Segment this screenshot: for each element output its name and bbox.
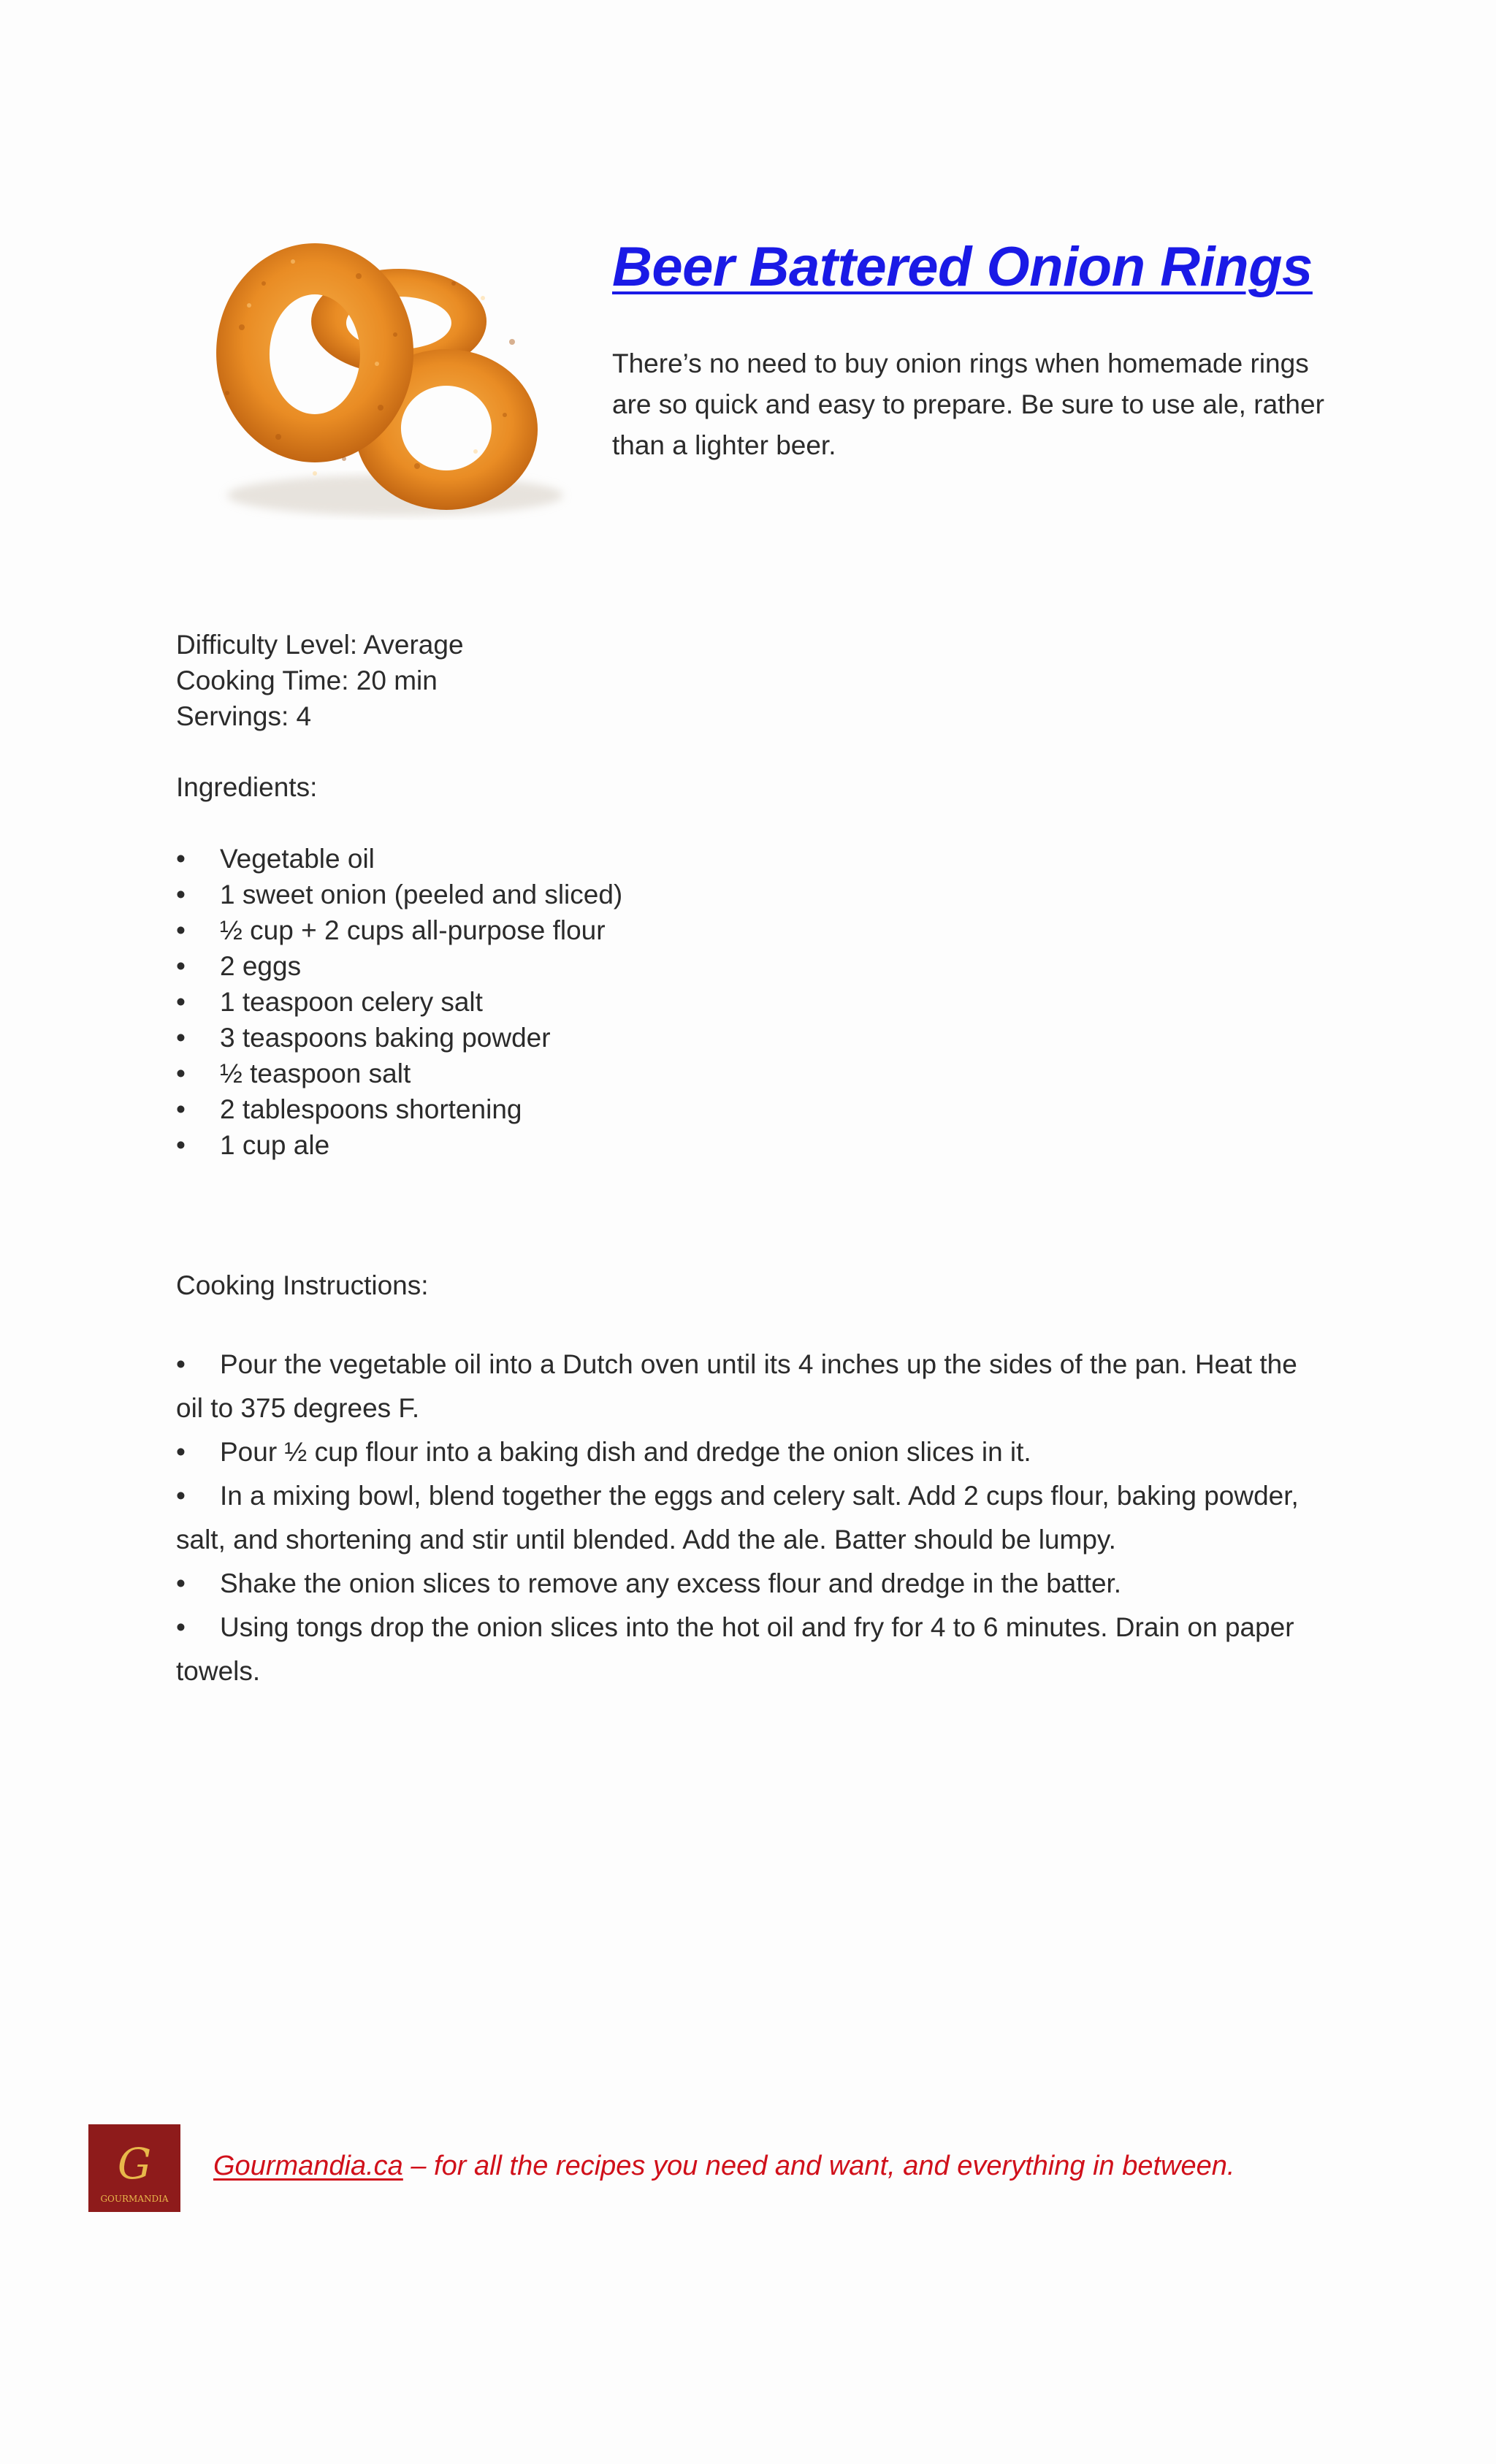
instruction-text: Pour ½ cup flour into a baking dish and dredge the onion slices in it. bbox=[220, 1437, 1031, 1467]
bullet: • bbox=[176, 1481, 186, 1511]
ingredient-item: • 3 teaspoons baking powder bbox=[176, 1020, 622, 1056]
bullet: • bbox=[176, 1349, 186, 1379]
logo-wordmark: GOURMANDIA bbox=[100, 2194, 169, 2204]
instruction-text: In a mixing bowl, blend together the eggs and celery salt. Add 2 cups flour, baking powder, salt, and shortening and stir until blended. Add the ale. Batter should be lumpy. bbox=[176, 1481, 1299, 1555]
ingredient-item: • 1 sweet onion (peeled and sliced) bbox=[176, 877, 622, 912]
ingredients-heading: Ingredients: bbox=[176, 772, 318, 802]
instruction-text: Pour the vegetable oil into a Dutch oven until its 4 inches up the sides of the pan. Heat the oil to 375 degrees F. bbox=[176, 1349, 1297, 1423]
gourmandia-logo[interactable] bbox=[88, 2124, 180, 2212]
ingredient-item: • 1 teaspoon celery salt bbox=[176, 984, 622, 1020]
instruction-step bbox=[176, 1343, 1330, 1430]
logo-letter: G bbox=[117, 2139, 152, 2189]
onion-rings-image bbox=[176, 174, 585, 554]
recipe-intro: There’s no need to buy onion rings when homemade rings are so quick and easy to prepare. Be sure to use ale, rather than a lighter beer. bbox=[612, 348, 1324, 460]
ingredient-item: • 2 eggs bbox=[176, 948, 622, 984]
ingredient-item: • Vegetable oil bbox=[176, 841, 622, 877]
instruction-step bbox=[176, 1606, 1330, 1693]
instruction-step bbox=[176, 1430, 1330, 1474]
footer-tagline bbox=[213, 2151, 1234, 2182]
ingredient-item: • 1 cup ale bbox=[176, 1127, 622, 1163]
footer-tagline-text: – for all the recipes you need and want, and everything in between. bbox=[402, 2151, 1235, 2181]
ingredient-item: • 2 tablespoons shortening bbox=[176, 1091, 622, 1127]
ingredients-list bbox=[176, 841, 622, 1163]
recipe-title[interactable] bbox=[612, 235, 1313, 299]
instruction-step bbox=[176, 1474, 1330, 1562]
cooking-time: Cooking Time: 20 min bbox=[176, 665, 438, 695]
instruction-text: Shake the onion slices to remove any excess flour and dredge in the batter. bbox=[220, 1568, 1122, 1598]
instructions-heading: Cooking Instructions: bbox=[176, 1270, 429, 1300]
gourmandia-link[interactable]: Gourmandia.ca bbox=[213, 2151, 403, 2181]
difficulty-level: Difficulty Level: Average bbox=[176, 630, 464, 660]
instructions-list bbox=[176, 1343, 1330, 1693]
servings: Servings: 4 bbox=[176, 701, 312, 731]
bullet: • bbox=[176, 1568, 186, 1598]
recipe-meta bbox=[176, 627, 464, 734]
ingredient-item: • ½ teaspoon salt bbox=[176, 1056, 622, 1091]
ingredient-item: • ½ cup + 2 cups all-purpose flour bbox=[176, 912, 622, 948]
instruction-text: Using tongs drop the onion slices into the hot oil and fry for 4 to 6 minutes. Drain on paper towels. bbox=[176, 1612, 1294, 1686]
bullet: • bbox=[176, 1437, 186, 1467]
instruction-step bbox=[176, 1562, 1330, 1606]
bullet: • bbox=[176, 1612, 186, 1642]
recipe-title-link[interactable]: Beer Battered Onion Rings bbox=[612, 236, 1313, 298]
